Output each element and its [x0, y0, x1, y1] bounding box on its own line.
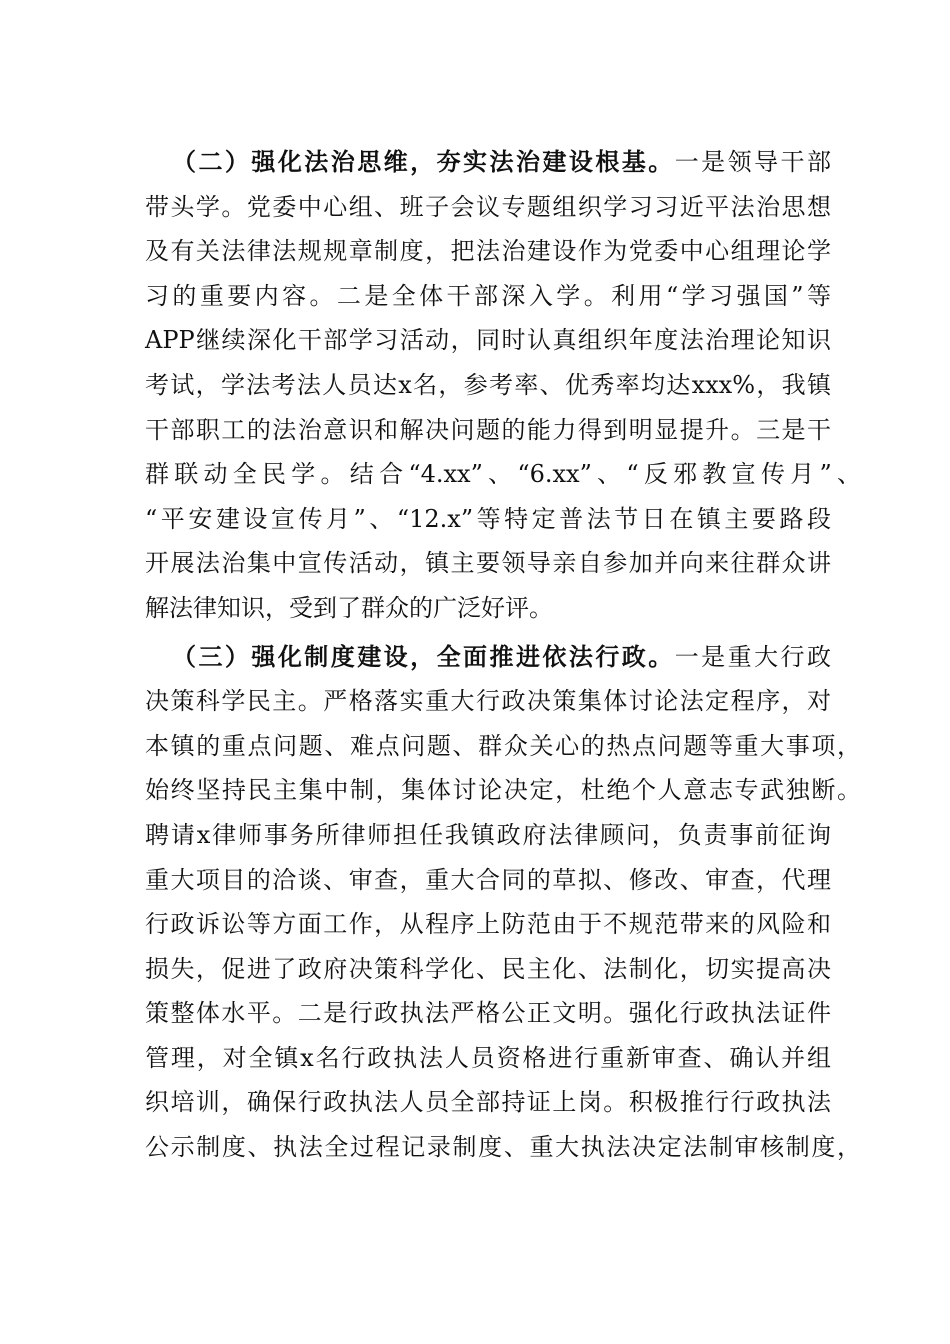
text-span: 一是重大行政	[674, 642, 832, 671]
text-line: 始终坚持民主集中制，集体讨论决定，杜绝个人意志专武独断。	[145, 776, 861, 805]
text-line: 带头学。党委中心组、班子会议专题组织学习习近平法治思想	[145, 192, 831, 221]
text-line: 管理，对全镇x名行政执法人员资格进行重新审查、确认并组	[145, 1043, 831, 1072]
text-line: 习的重要内容。二是全体干部深入学。利用“学习强国”等	[145, 281, 831, 310]
text-line	[145, 140, 831, 185]
text-line	[145, 635, 831, 680]
text-line: 公示制度、执法全过程记录制度、重大执法决定法制审核制度，	[145, 1133, 861, 1162]
text-line: 决策科学民主。严格落实重大行政决策集体讨论法定程序，对	[145, 687, 831, 716]
text-line: 开展法治集中宣传活动，镇主要领导亲自参加并向来往群众讲	[145, 549, 831, 578]
text-line: 考试，学法考法人员达x名，参考率、优秀率均达xxx%，我镇	[145, 370, 831, 399]
text-line: 损失，促进了政府决策科学化、民主化、法制化，切实提高决	[145, 954, 831, 983]
section-heading: （三）强化制度建设，全面推进依法行政。	[172, 641, 675, 671]
document-page	[145, 140, 861, 1170]
paragraph-2	[145, 140, 861, 631]
text-line: 策整体水平。二是行政执法严格公正文明。强化行政执法证件	[145, 999, 831, 1028]
text-line: “平安建设宣传月”、“12.x”等特定普法节日在镇主要路段	[145, 504, 831, 533]
text-span: 一是领导干部	[674, 148, 832, 176]
section-heading: （二）强化法治思维，夯实法治建设根基。	[172, 147, 675, 176]
text-line: 重大项目的洽谈、审查，重大合同的草拟、修改、审查，代理	[145, 865, 831, 894]
text-line: 解法律知识，受到了群众的广泛好评。	[145, 593, 553, 622]
text-line: 织培训，确保行政执法人员全部持证上岗。积极推行行政执法	[145, 1088, 831, 1117]
text-line: 行政诉讼等方面工作，从程序上防范由于不规范带来的风险和	[145, 910, 831, 939]
text-line: 及有关法律法规规章制度，把法治建设作为党委中心组理论学	[145, 237, 831, 266]
text-line: 群联动全民学。结合“4.xx”、“6.xx”、“反邪教宣传月”、	[145, 460, 861, 489]
text-line: 干部职工的法治意识和解决问题的能力得到明显提升。三是干	[145, 415, 831, 444]
text-line: 本镇的重点问题、难点问题、群众关心的热点问题等重大事项，	[145, 731, 861, 760]
paragraph-3	[145, 635, 861, 1170]
text-line: APP继续深化干部学习活动，同时认真组织年度法治理论知识	[145, 326, 831, 355]
text-line: 聘请x律师事务所律师担任我镇政府法律顾问，负责事前征询	[145, 820, 831, 849]
